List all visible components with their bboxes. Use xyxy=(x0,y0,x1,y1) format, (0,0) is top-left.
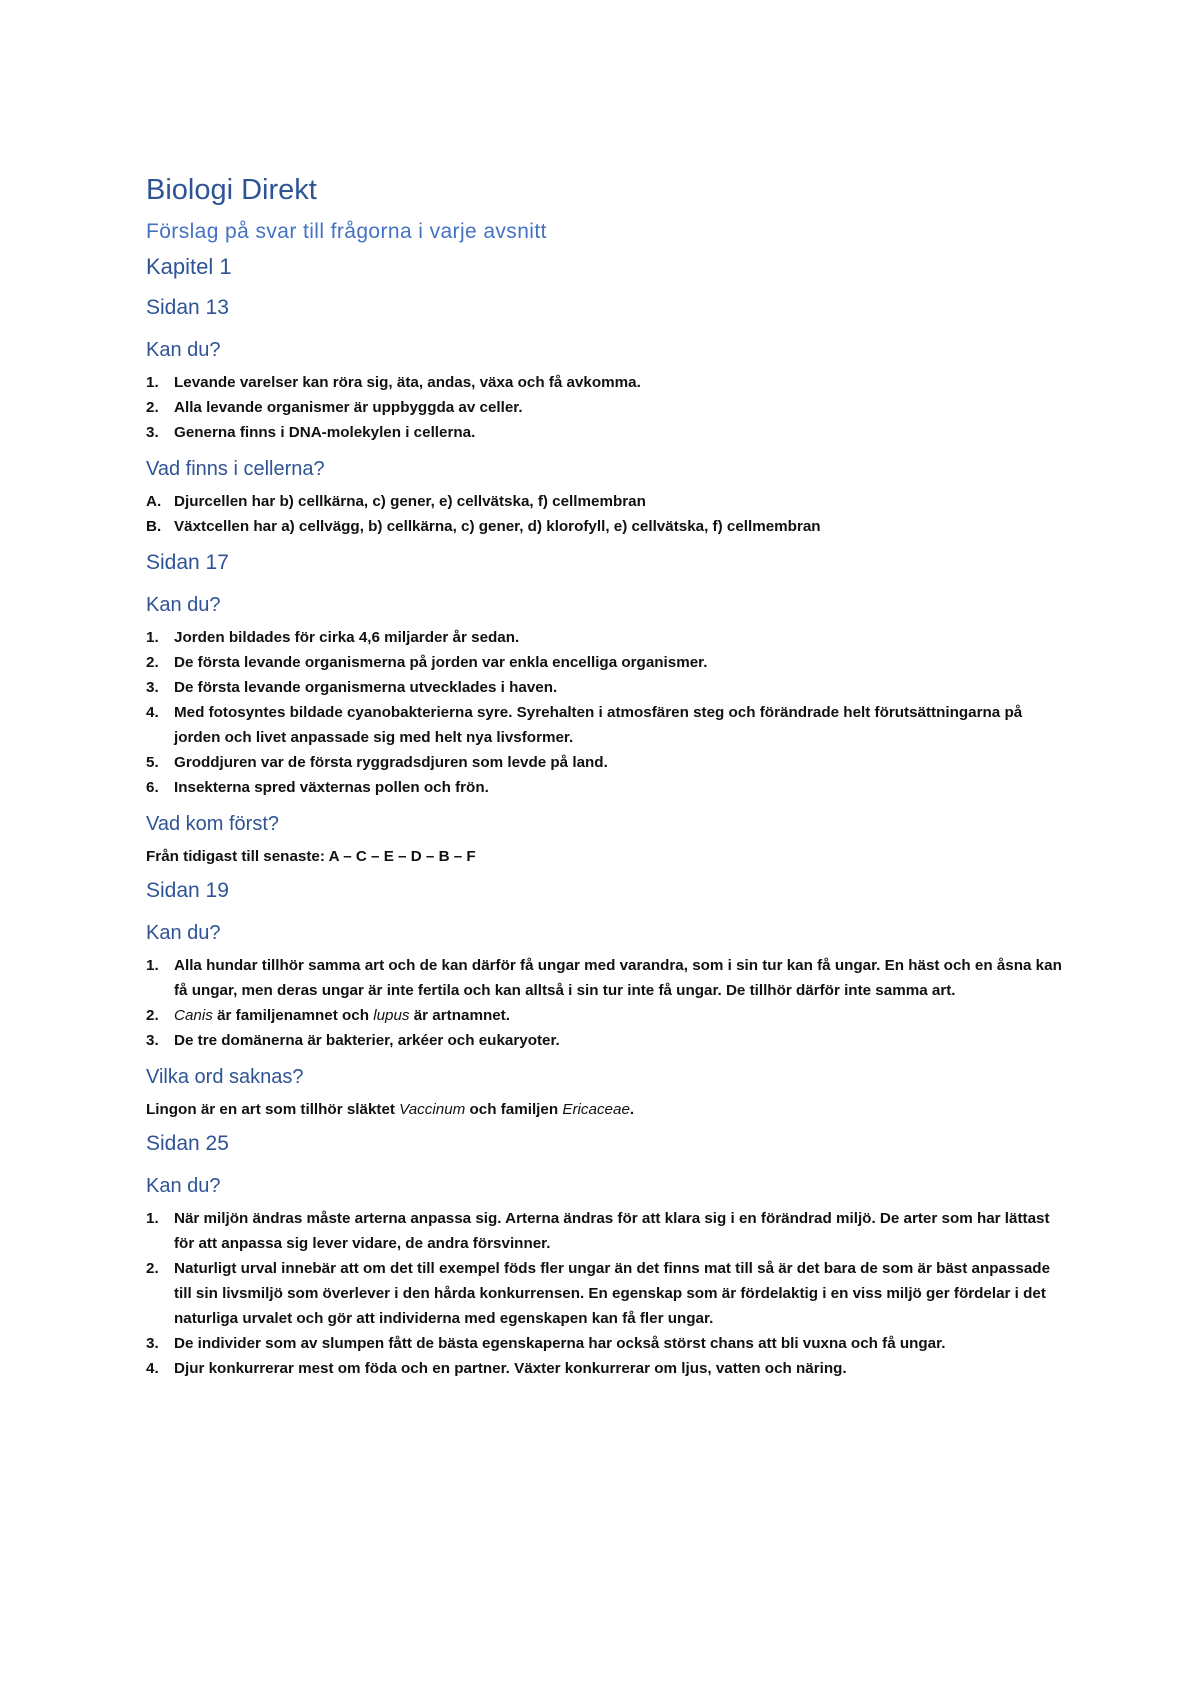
list-number: 2. xyxy=(146,399,159,416)
list-text: De första levande organismerna på jorden var enkla encelliga organismer. xyxy=(174,654,708,671)
genus-name: Canis xyxy=(174,1007,213,1024)
subheading-vilka-ord: Vilka ord saknas? xyxy=(146,1066,304,1088)
answer-paragraph xyxy=(146,1097,1066,1122)
list-item xyxy=(146,370,1066,395)
subheading-kan-du: Kan du? xyxy=(146,339,221,361)
list-number: 2. xyxy=(146,654,159,671)
document-content xyxy=(146,172,1066,1391)
list-number: 3. xyxy=(146,679,159,696)
list-text: De tre domänerna är bakterier, arkéer och eukaryoter. xyxy=(174,1032,560,1049)
list-text xyxy=(174,1007,510,1024)
list-text: Alla hundar tillhör samma art och de kan därför få ungar med varandra, som i sin tur kan få ungar. En häst och en åsna kan få ungar, men deras ungar är inte fertila och kan alltså i sin tur inte få ungar. De tillhör därför inte samma art. xyxy=(174,957,1062,999)
answer-list xyxy=(146,1206,1066,1381)
text-run: Lingon är en art som tillhör släktet xyxy=(146,1101,400,1118)
list-item xyxy=(146,420,1066,445)
list-item xyxy=(146,1356,1066,1381)
list-letter: B. xyxy=(146,518,162,535)
list-letter: A. xyxy=(146,493,162,510)
list-number: 3. xyxy=(146,424,159,441)
list-number: 2. xyxy=(146,1007,159,1024)
list-item xyxy=(146,750,1066,775)
subheading-kan-du: Kan du? xyxy=(146,594,221,616)
answer-list xyxy=(146,370,1066,445)
list-item xyxy=(146,1331,1066,1356)
answer-list xyxy=(146,489,1066,539)
document-subtitle: Förslag på svar till frågorna i varje avsnitt xyxy=(146,220,547,243)
list-item xyxy=(146,1256,1066,1331)
list-number: 1. xyxy=(146,957,159,974)
subheading-kan-du: Kan du? xyxy=(146,922,221,944)
list-item xyxy=(146,675,1066,700)
list-number: 5. xyxy=(146,754,159,771)
list-number: 3. xyxy=(146,1032,159,1049)
list-number: 2. xyxy=(146,1260,159,1277)
list-text: Levande varelser kan röra sig, äta, andas, växa och få avkomma. xyxy=(174,374,641,391)
subheading-vad-finns: Vad finns i cellerna? xyxy=(146,458,325,480)
list-number: 1. xyxy=(146,629,159,646)
family-name: Ericaceae xyxy=(562,1101,630,1118)
genus-name: Vaccinum xyxy=(399,1101,466,1118)
list-text: Alla levande organismer är uppbyggda av celler. xyxy=(174,399,523,416)
section-heading-sidan-13: Sidan 13 xyxy=(146,296,229,319)
section-heading-sidan-25: Sidan 25 xyxy=(146,1132,229,1155)
list-item xyxy=(146,514,1066,539)
answer-paragraph: Från tidigast till senaste: A – C – E – D – B – F xyxy=(146,848,476,865)
list-text: Växtcellen har a) cellvägg, b) cellkärna, c) gener, d) klorofyll, e) cellvätska, f) cellmembran xyxy=(174,518,821,535)
section-heading-sidan-19: Sidan 19 xyxy=(146,879,229,902)
section-heading-sidan-17: Sidan 17 xyxy=(146,551,229,574)
subheading-vad-kom-forst: Vad kom först? xyxy=(146,813,280,835)
list-item xyxy=(146,489,1066,514)
list-number: 1. xyxy=(146,1210,159,1227)
list-text: De individer som av slumpen fått de bästa egenskaperna har också störst chans att bli vuxna och få ungar. xyxy=(174,1335,946,1352)
subheading-kan-du: Kan du? xyxy=(146,1175,221,1197)
list-item xyxy=(146,395,1066,420)
list-number: 1. xyxy=(146,374,159,391)
list-number: 3. xyxy=(146,1335,159,1352)
species-name: lupus xyxy=(373,1007,410,1024)
text-run: är artnamnet. xyxy=(409,1007,510,1024)
list-item xyxy=(146,1003,1066,1028)
list-text: När miljön ändras måste arterna anpassa sig. Arterna ändras för att klara sig i en förändrad miljö. De arter som har lättast för att anpassa sig lever vidare, de andra försvinner. xyxy=(174,1210,1050,1252)
list-text: Djur konkurrerar mest om föda och en partner. Växter konkurrerar om ljus, vatten och näring. xyxy=(174,1360,847,1377)
text-run: är familjenamnet och xyxy=(212,1007,374,1024)
list-item xyxy=(146,700,1066,750)
text-run: och familjen xyxy=(465,1101,563,1118)
answer-list xyxy=(146,953,1066,1053)
list-item xyxy=(146,650,1066,675)
list-text: Djurcellen har b) cellkärna, c) gener, e) cellvätska, f) cellmembran xyxy=(174,493,646,510)
list-number: 6. xyxy=(146,779,159,796)
list-text: Jorden bildades för cirka 4,6 miljarder år sedan. xyxy=(174,629,520,646)
list-text: De första levande organismerna utvecklades i haven. xyxy=(174,679,558,696)
list-text: Naturligt urval innebär att om det till exempel föds fler ungar än det finns mat till så är det bara de som är bäst anpassade till sin livsmiljö som överlever i den hårda konkurrensen. En egenskap som är fördelaktig i en viss miljö ger fördelar i det naturliga urvalet och gör att individerna med egenskapen kan få fler ungar. xyxy=(174,1260,1051,1327)
list-text: Generna finns i DNA-molekylen i cellerna. xyxy=(174,424,476,441)
answer-list xyxy=(146,625,1066,800)
list-number: 4. xyxy=(146,1360,159,1377)
list-item xyxy=(146,1028,1066,1053)
document-title: Biologi Direkt xyxy=(146,174,317,206)
text-run: . xyxy=(629,1101,635,1118)
list-text: Groddjuren var de första ryggradsdjuren som levde på land. xyxy=(174,754,608,771)
list-text: Insekterna spred växternas pollen och frön. xyxy=(174,779,489,796)
list-text: Med fotosyntes bildade cyanobakterierna syre. Syrehalten i atmosfären steg och förändrade helt förutsättningarna på jorden och livet anpassade sig med helt nya livsformer. xyxy=(174,704,1023,746)
list-item xyxy=(146,775,1066,800)
list-item xyxy=(146,1206,1066,1256)
list-item xyxy=(146,625,1066,650)
list-item xyxy=(146,953,1066,1003)
chapter-heading: Kapitel 1 xyxy=(146,254,232,279)
list-number: 4. xyxy=(146,704,159,721)
